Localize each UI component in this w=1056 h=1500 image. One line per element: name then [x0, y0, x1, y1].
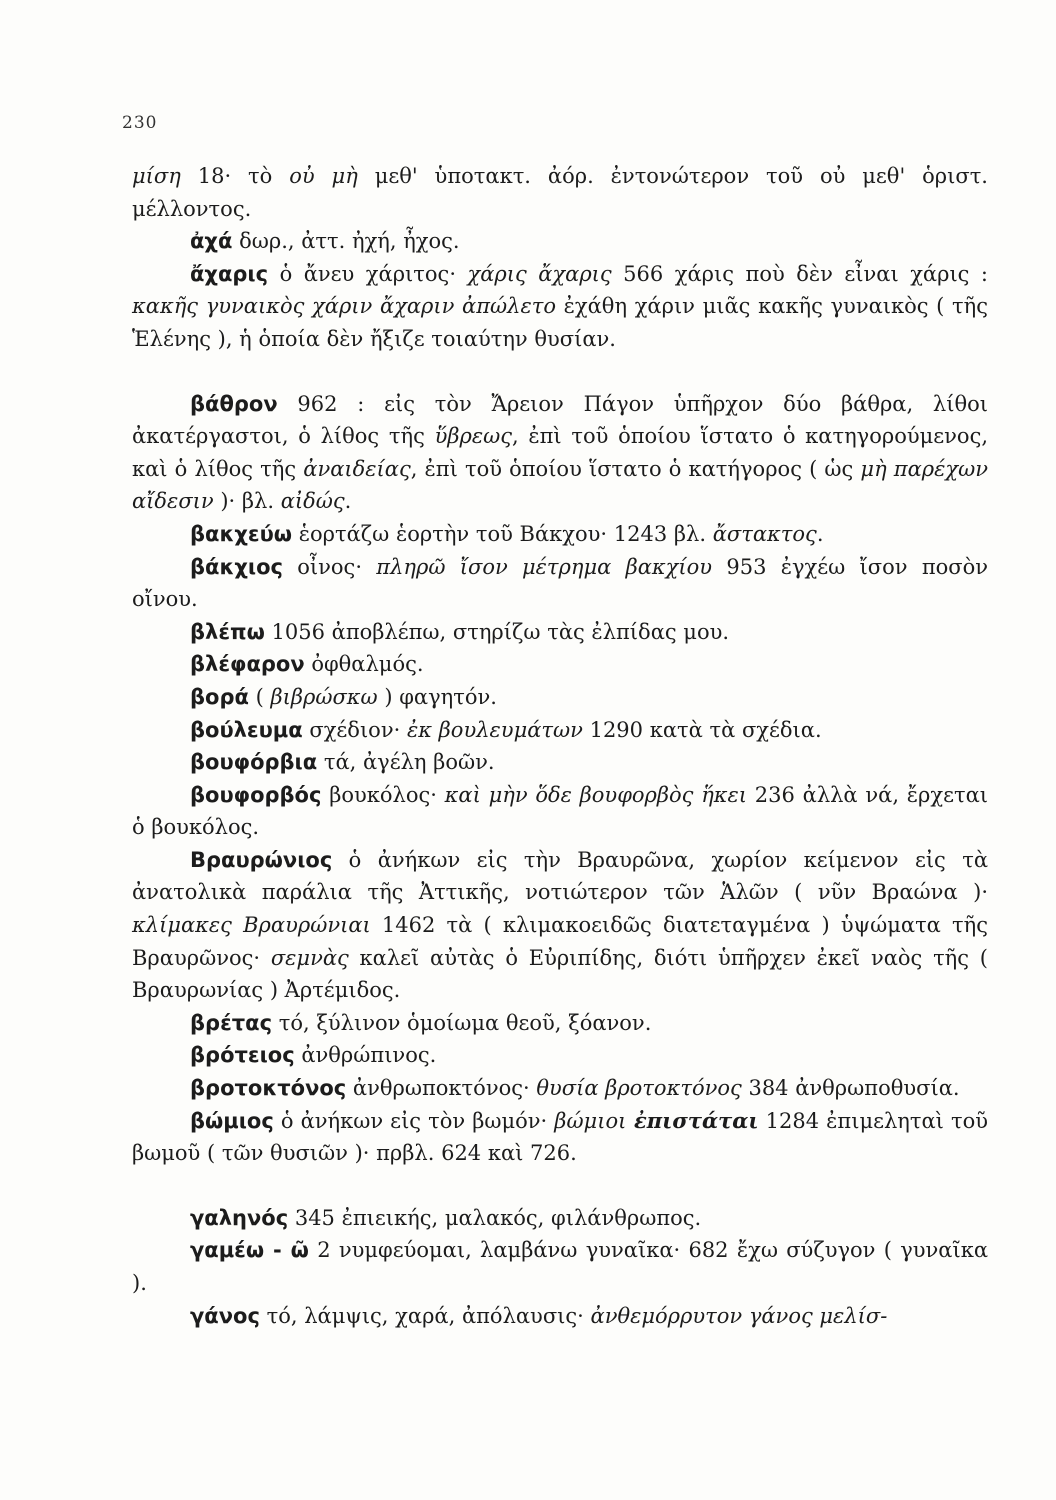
headword: βούλευμα: [190, 717, 303, 742]
headword: βάθρον: [190, 391, 278, 416]
entry-vrotoktonos: βροτοκτόνος ἀνθρωποκτόνος· θυσία βροτοκτόνος 384 ἀνθρωποθυσία.: [190, 1076, 960, 1101]
headword: βλέφαρον: [190, 652, 305, 677]
headword: γαληνός: [190, 1205, 289, 1230]
entry-vlepo: βλέπω 1056 ἀποβλέπω, στηρίζω τὰς ἐλπίδας μου.: [190, 619, 730, 644]
page-number: 230: [122, 113, 158, 133]
headword: γάνος: [190, 1303, 260, 1328]
entry-ganos: γάνος τό, λάμψις, χαρά, ἀπόλαυσις· ἀνθεμόρρυτον γάνος μελίσ-: [190, 1303, 888, 1328]
headword: ἄχαρις: [190, 261, 269, 286]
continuation-line: μίση 18· τὸ οὐ μὴ μεθ' ὑποτακτ. ἀόρ. ἐντονώτερον τοῦ οὐ μεθ' ὁριστ. μέλλοντος.: [132, 164, 988, 221]
section-gap: [132, 1170, 988, 1202]
entry-vathron: βάθρον 962 : εἰς τὸν Ἄρειον Πάγον ὑπῆρχον δύο βάθρα, λίθοι ἀκατέργαστοι, ὁ λίθος τῆς ὕβρεως, ἐπὶ τοῦ ὁποίου ἵστατο ὁ κατηγορούμενος, καὶ ὁ λίθος τῆς ἀναιδείας, ἐπὶ τοῦ ὁποίου ἵστατο ὁ κατήγορος ( ὡς μὴ παρέχων αἴδεσιν )· βλ. αἰδώς.: [132, 391, 989, 514]
entry-vomios: βώμιος ὁ ἀνήκων εἰς τὸν βωμόν· βώμιοι ἐπιστάται 1284 ἐπιμεληταὶ τοῦ βωμοῦ ( τῶν θυσιῶν )· πρβλ. 624 καὶ 726.: [132, 1107, 988, 1166]
entry-axa: ἀχά δωρ., ἀττ. ἠχή, ἦχος.: [190, 229, 460, 254]
page-text: [132, 160, 988, 1332]
entry-vora: βορά ( βιβρώσκω ) φαγητόν.: [190, 684, 497, 709]
headword: βρέτας: [190, 1010, 273, 1035]
entry-vlefaron: βλέφαρον ὀφθαλμός.: [190, 652, 424, 677]
headword: βουφόρβια: [190, 750, 318, 775]
entry-voufor: βουφόρβια τά, ἀγέλη βοῶν.: [190, 750, 495, 775]
headword: ἀχά: [190, 229, 233, 254]
headword: βρότειος: [190, 1043, 295, 1068]
headword: βώμιος: [190, 1108, 274, 1133]
entry-vakxios: βάκχιος οἶνος· πληρῶ ἴσον μέτρημα βακχίου 953 ἐγχέω ἴσον ποσὸν οἴνου.: [132, 554, 989, 612]
headword: βάκχιος: [190, 554, 283, 579]
headword: βροτοκτόνος: [190, 1076, 347, 1101]
headword: βακχεύω: [190, 521, 293, 546]
entry-galinos: γαληνός 345 ἐπιεικής, μαλακός, φιλάνθρωπος.: [190, 1205, 702, 1230]
entry-vouforvos: βουφορβός βουκόλος· καὶ μὴν ὅδε βουφορβὸς ἥκει 236 ἀλλὰ νά, ἔρχεται ὁ βουκόλος.: [132, 782, 988, 840]
headword: βορά: [190, 684, 249, 709]
entry-axaris: ἄχαρις ὁ ἄνευ χάριτος· χάρις ἄχαρις 566 χάρις ποὺ δὲν εἶναι χάρις : κακῆς γυναικὸς χάριν ἄχαριν ἀπώλετο ἐχάθη χάριν μιᾶς κακῆς γυναικὸς ( τῆς Ἑλένης ), ἡ ὁποία δὲν ἤξιζε τοιαύτην θυσίαν.: [132, 261, 989, 351]
section-gap: [132, 356, 988, 388]
headword: βλέπω: [190, 619, 265, 644]
headword: βουφορβός: [190, 782, 322, 807]
entry-vretas: βρέτας τό, ξύλινον ὁμοίωμα θεοῦ, ξόανον.: [190, 1010, 652, 1035]
entry-gameo: γαμέω - ῶ 2 νυμφεύομαι, λαμβάνω γυναῖκα· 682 ἔχω σύζυγον ( γυναῖκα ).: [132, 1238, 988, 1295]
entry-vravronios: Βραυρώνιος ὁ ἀνήκων εἰς τὴν Βραυρῶνα, χωρίον κείμενον εἰς τὰ ἀνατολικὰ παράλια τῆς Ἀττικῆς, νοτιώτερον τῶν Ἁλῶν ( νῦν Βραώνα )· κλίμακες Βραυρώνιαι 1462 τὰ ( κλιμακοειδῶς διατεταγμένα ) ὑψώματα τῆς Βραυρῶνος· σεμνὰς καλεῖ αὐτὰς ὁ Εὐριπίδης, διότι ὑπῆρχεν ἐκεῖ ναὸς τῆς ( Βραυρωνίας ) Ἀρτέμιδος.: [132, 847, 988, 1003]
entry-vouleuma: βούλευμα σχέδιον· ἐκ βουλευμάτων 1290 κατὰ τὰ σχέδια.: [190, 717, 822, 742]
headword: γαμέω - ῶ: [190, 1238, 309, 1263]
entry-vakxeuo: βακχεύω ἑορτάζω ἑορτὴν τοῦ Βάκχου· 1243 βλ. ἄστακτος.: [190, 521, 824, 546]
headword: Βραυρώνιος: [190, 847, 333, 872]
entry-vroteios: βρότειος ἀνθρώπινος.: [190, 1043, 437, 1068]
